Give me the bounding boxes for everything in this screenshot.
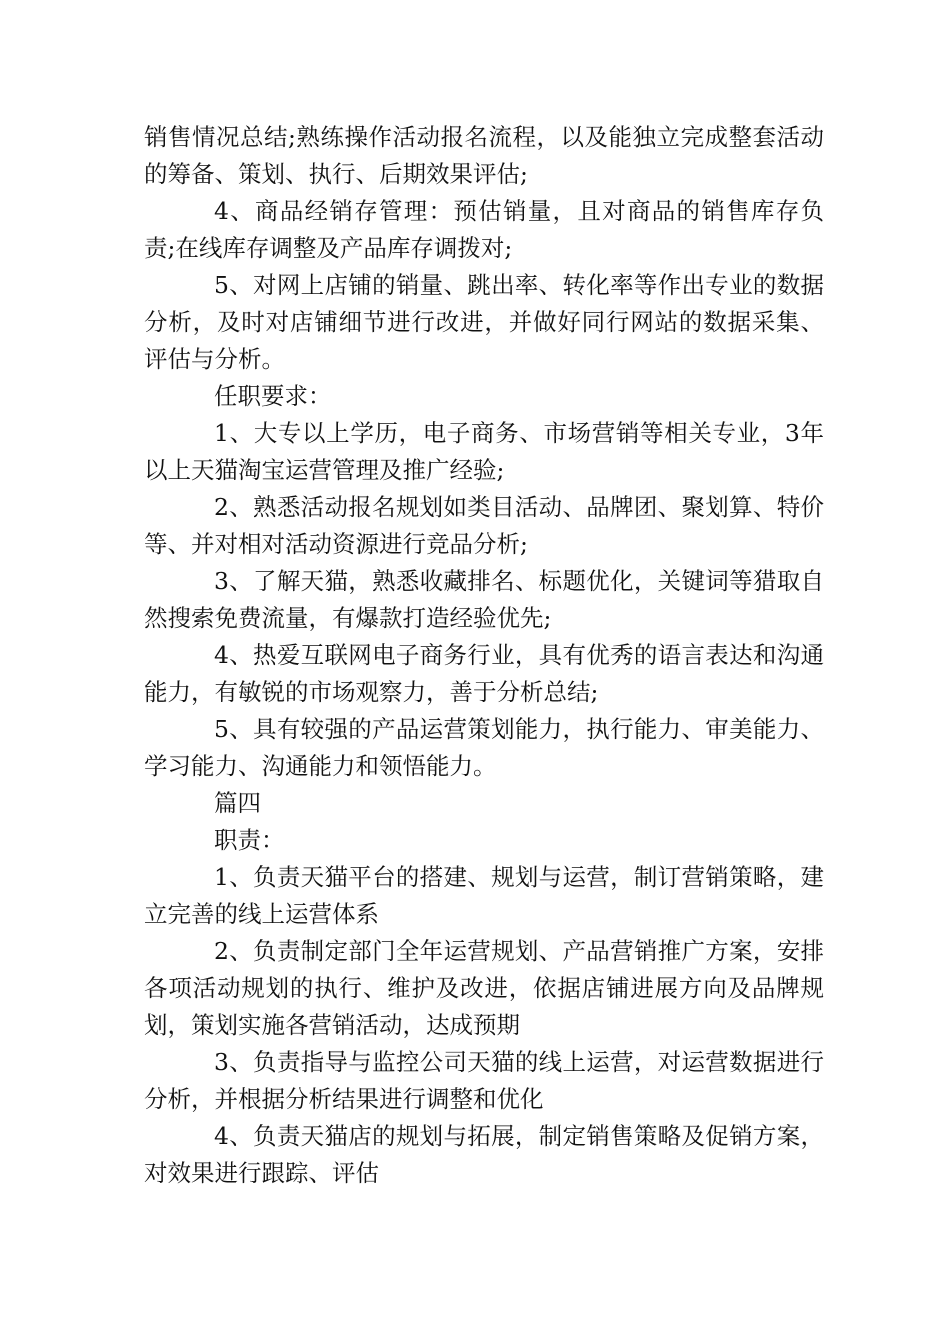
- paragraph: 4、商品经销存管理：预估销量，且对商品的销售库存负责;在线库存调整及产品库存调拨对;: [144, 197, 824, 262]
- paragraph: 4、负责天猫店的规划与拓展，制定销售策略及促销方案，对效果进行跟踪、评估: [144, 1122, 824, 1187]
- section-heading: 职责：: [214, 826, 285, 854]
- paragraph: 2、负责制定部门全年运营规划、产品营销推广方案，安排各项活动规划的执行、维护及改进，依据店铺进展方向及品牌规划，策划实施各营销活动，达成预期: [144, 937, 824, 1039]
- paragraph: 4、热爱互联网电子商务行业，具有优秀的语言表达和沟通能力，有敏锐的市场观察力，善于分析总结;: [144, 641, 824, 706]
- paragraph: 3、负责指导与监控公司天猫的线上运营，对运营数据进行分析，并根据分析结果进行调整和优化: [144, 1048, 824, 1113]
- paragraph: 5、具有较强的产品运营策划能力，执行能力、审美能力、学习能力、沟通能力和领悟能力。: [144, 715, 824, 780]
- section-heading: 篇四: [214, 789, 261, 817]
- paragraph: 5、对网上店铺的销量、跳出率、转化率等作出专业的数据分析，及时对店铺细节进行改进，并做好同行网站的数据采集、评估与分析。: [144, 271, 824, 373]
- paragraph: 1、大专以上学历，电子商务、市场营销等相关专业，3年以上天猫淘宝运营管理及推广经验;: [144, 419, 824, 484]
- paragraph: 销售情况总结;熟练操作活动报名流程，以及能独立完成整套活动的筹备、策划、执行、后期效果评估;: [144, 123, 824, 188]
- section-heading: 任职要求：: [214, 382, 332, 410]
- paragraph: 1、负责天猫平台的搭建、规划与运营，制订营销策略，建立完善的线上运营体系: [144, 863, 824, 928]
- document-body: [144, 119, 824, 1192]
- paragraph: 3、了解天猫，熟悉收藏排名、标题优化，关键词等猎取自然搜索免费流量，有爆款打造经验优先;: [144, 567, 824, 632]
- paragraph: 2、熟悉活动报名规划如类目活动、品牌团、聚划算、特价等、并对相对活动资源进行竞品分析;: [144, 493, 824, 558]
